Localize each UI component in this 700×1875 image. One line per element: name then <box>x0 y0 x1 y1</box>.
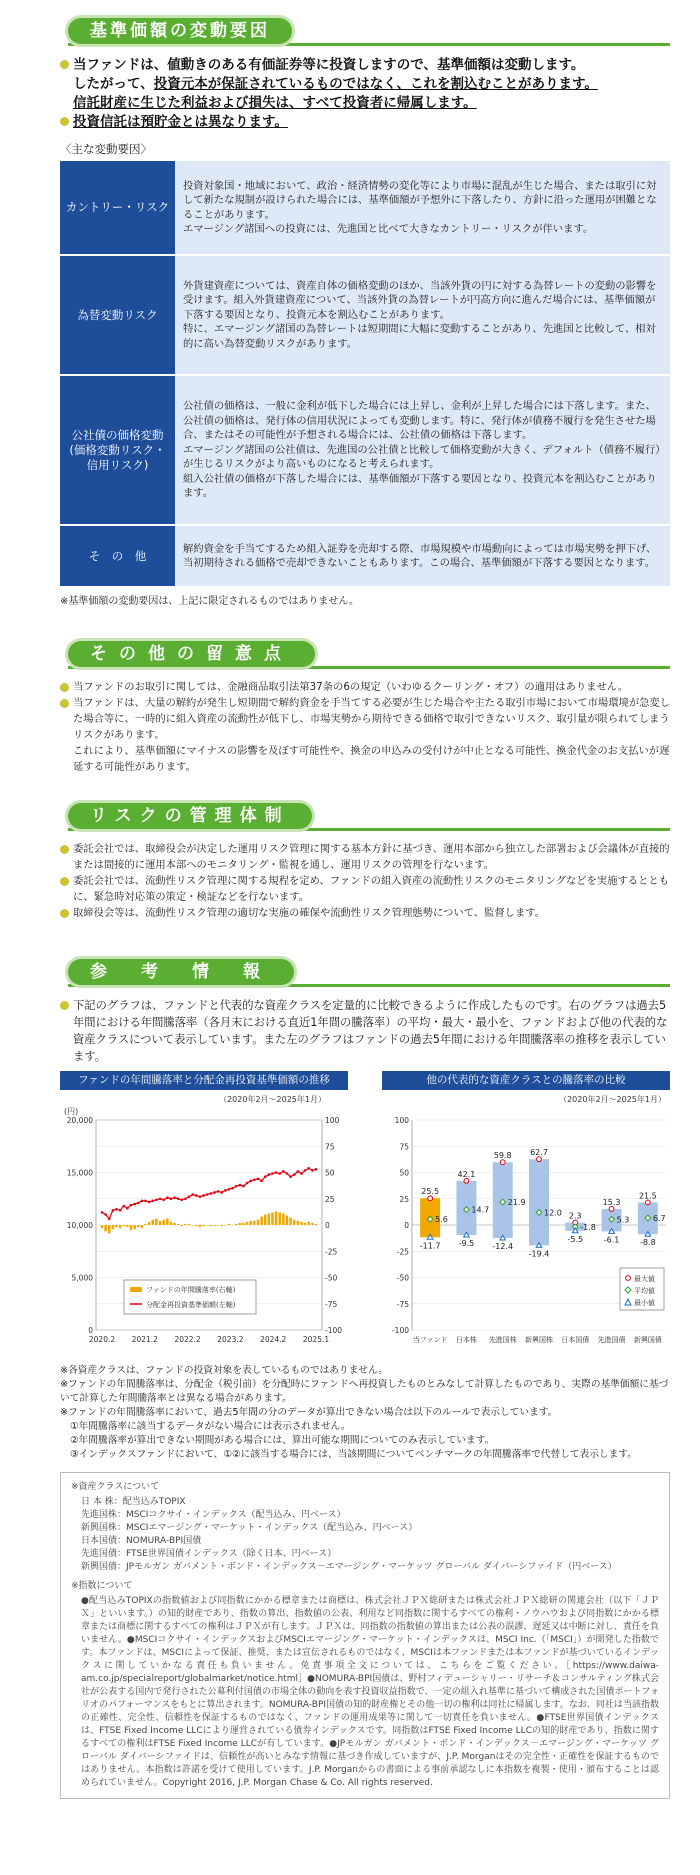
y-tick: -75 <box>396 1299 409 1309</box>
nav-point <box>170 1197 173 1200</box>
return-bar <box>141 1225 143 1228</box>
chart-rule: ①年間騰落率に該当するデータがない場合には表示されません。 <box>70 1421 351 1432</box>
chart-note: ※ファンドの年間騰落率は、分配金（税引前）を分配時にファンドへ再投資したものとみなして計算したものであり、実際の基準価額に基づいて計算した年間騰落率とは異なる場合があります。 <box>60 1379 669 1404</box>
chart-title: ファンドの年間騰落率と分配金再投資基準価額の推移 <box>60 1071 348 1090</box>
y-tick: -25 <box>396 1247 409 1257</box>
charts <box>60 1071 670 1358</box>
return-bar <box>264 1215 266 1226</box>
return-bar <box>101 1225 103 1228</box>
chart-rule: ②年間騰落率が算出できない期間がある場合には、算出可能な期間についてのみ表示しています。 <box>70 1435 495 1446</box>
nav-point <box>242 1185 245 1188</box>
statement-1 <box>60 56 670 75</box>
nav-point <box>311 1169 314 1172</box>
risk-name: カントリー・リスク <box>60 161 175 255</box>
asset-class-row: 新興国株：MSCIエマージング・マーケット・インデックス（配当込み、円ベース） <box>81 1523 418 1533</box>
section-title: その他の留意点 <box>68 641 315 667</box>
category-label: 日本株 <box>455 1336 477 1344</box>
return-bar <box>224 1225 226 1226</box>
table-row <box>60 161 670 255</box>
return-bar <box>249 1221 251 1225</box>
nav-point <box>228 1188 231 1191</box>
chart-rule: ③インデックスファンドにおいて、①②に該当する場合には、当該期間についてベンチマークの年間騰落率で代替して表示します。 <box>70 1449 637 1460</box>
nav-point <box>224 1189 227 1192</box>
return-bar <box>166 1219 168 1225</box>
return-bar <box>210 1225 212 1226</box>
legend-label-nav: 分配金再投資基準価額(左軸) <box>146 1301 236 1309</box>
table-row <box>60 255 670 375</box>
max-label: 21.5 <box>638 1191 657 1201</box>
y-tick-right: 50 <box>325 1168 335 1178</box>
table-row <box>60 375 670 525</box>
avg-label: 6.7 <box>652 1213 666 1223</box>
chart-period: （2020年2月～2025年1月） <box>219 1095 326 1104</box>
nav-point <box>246 1182 249 1185</box>
note-item-continued: これにより、基準価額にマイナスの影響を及ぼす可能性や、換金の申込みの受付けが中止となる可能性、換金代金のお支払いが遅延する可能性があります。 <box>73 745 670 773</box>
max-label: 59.8 <box>493 1151 512 1161</box>
return-bar <box>297 1221 299 1225</box>
nav-point <box>137 1202 140 1205</box>
asset-class-heading: ※資産クラスについて <box>71 1482 160 1492</box>
return-bar <box>119 1225 121 1228</box>
return-bar <box>170 1222 172 1225</box>
x-tick: 2023.2 <box>217 1335 244 1344</box>
min-label: -5.5 <box>567 1234 584 1244</box>
return-bar <box>137 1225 139 1227</box>
section-title: 基準価額の変動要因 <box>68 18 292 44</box>
max-label: 42.1 <box>457 1169 476 1179</box>
max-marker <box>428 1196 433 1201</box>
asset-class-row: 日本国債：NOMURA-BPI国債 <box>81 1536 202 1546</box>
legend-swatch-max <box>626 1276 631 1281</box>
return-bar <box>304 1223 306 1225</box>
nav-point <box>191 1193 194 1196</box>
y-tick: 100 <box>394 1116 409 1125</box>
nav-point <box>151 1200 154 1203</box>
return-bar <box>195 1225 197 1226</box>
risk-name: 為替変動リスク <box>60 255 175 375</box>
y-tick-right: 25 <box>325 1194 335 1204</box>
nav-point <box>275 1171 278 1174</box>
management-item: 委託会社では、流動性リスク管理に関する規程を定め、ファンドの組入資産の流動性リスクのモニタリングなどを実施するとともに、緊急時対応策の策定・検証などを行ないます。 <box>60 873 670 905</box>
statement-4 <box>60 113 670 132</box>
y-tick: -50 <box>396 1273 409 1283</box>
return-bar <box>152 1220 154 1225</box>
return-bar <box>311 1223 313 1225</box>
nav-point <box>155 1199 158 1202</box>
return-bar <box>275 1211 277 1225</box>
asset-class-row: 先進国株：MSCIコクサイ・インデックス（配当込み、円ベース） <box>81 1510 346 1520</box>
nav-point <box>304 1169 307 1172</box>
return-bar <box>159 1221 161 1225</box>
y-tick: 50 <box>399 1168 409 1178</box>
return-bar <box>239 1223 241 1225</box>
avg-label: -1.8 <box>580 1222 596 1232</box>
y-axis-unit: (円) <box>64 1107 79 1116</box>
avg-label: 12.0 <box>544 1208 562 1218</box>
return-bar <box>184 1224 186 1225</box>
asset-class-row: 新興国債：JPモルガン ガバメント・ボンド・インデックス－エマージング・マーケッツ グローバル ダイバーシファイド（円ベース） <box>81 1562 617 1572</box>
reference-intro: 下記のグラフは、ファンドと代表的な資産クラスを定量的に比較できるように作成したものです。右のグラフは過去5年間における年間騰落率（各月末における直近1年間の騰落率）の平均・最大・最小を、ファンドおよび他の代表的な資産クラスについて表示しています。また左のグラフはファンドの過去5年間における年間騰落率の推移を表示しています。 <box>60 997 670 1065</box>
y-tick-right: -50 <box>325 1273 338 1283</box>
comparison-chart-svg <box>382 1090 670 1358</box>
nav-point <box>119 1209 122 1212</box>
risk-management <box>60 841 670 921</box>
section-title: リスクの管理体制 <box>68 803 312 829</box>
return-bar <box>188 1224 190 1225</box>
category-label: 先進国株 <box>488 1336 517 1344</box>
category-label: 当ファンド <box>412 1336 448 1344</box>
return-bar <box>206 1225 208 1226</box>
management-item: 取締役会等は、流動性リスク管理の適切な実施の確保や流動性リスク管理態勢について、監督します。 <box>60 905 670 921</box>
nav-point <box>220 1191 223 1194</box>
nav-point <box>293 1173 296 1176</box>
max-marker <box>500 1160 505 1165</box>
section-header-volatility <box>60 14 670 46</box>
nav-point <box>144 1200 147 1203</box>
return-bar <box>235 1224 237 1225</box>
return-bar <box>268 1213 270 1225</box>
return-bar <box>148 1222 150 1225</box>
return-bar <box>155 1219 157 1225</box>
return-bar <box>162 1220 164 1225</box>
max-label: 62.7 <box>530 1148 548 1158</box>
nav-point <box>307 1167 310 1170</box>
nav-point <box>315 1168 318 1171</box>
nav-point <box>213 1191 216 1194</box>
return-bar <box>130 1225 132 1230</box>
max-label: 15.3 <box>602 1197 621 1207</box>
nav-point <box>217 1190 220 1193</box>
return-bar <box>271 1212 273 1225</box>
category-label: 新興国債 <box>633 1336 662 1344</box>
risk-name: そ の 他 <box>60 525 175 587</box>
return-bar <box>257 1220 259 1225</box>
return-bar <box>253 1221 255 1225</box>
nav-point <box>115 1208 118 1211</box>
index-disclaimer-box <box>60 1472 670 1799</box>
asset-class-row: 先進国債：FTSE世界国債インデックス（除く日本、円ベース） <box>81 1549 337 1559</box>
statement-2 <box>60 75 670 94</box>
nav-point <box>271 1172 274 1175</box>
index-disclaimer-text: ●配当込みTOPIXの指数値および同指数にかかる標章または商標は、株式会社ＪＰＸ総研または株式会社ＪＰＸ総研の関連会社（以下「ＪＰＸ」といいます。）の知的財産であり、指数の算出、指数値の公表、利用など同指数に関するすべての権利・ノウハウおよび同指数にかかる標章または商標に関するすべての権利はＪＰＸが有します。ＪＰＸは、同指数の指数値の算出または公表の誤謬、遅延又は中断に対し、責任を負いません。●MSCIコクサイ・インデックスおよびMSCIエマージング・マーケット・インデックスは、MSCI Inc.（「MSCI」）が開発した指数です。本ファンドは、MSCIによって保証、推奨、または宣伝されるものではなく、MSCIは本ファンドまたは本ファンドが基づいているインデックスに関していかなる責任も負いません。免責事項全文については、こちらをご覧ください。［https://www.daiwa-am.co.jp/specialreport/globalmarket/notice.html］●NOMURA-BPI国債は、野村フィデューシャリー・リサーチ＆コンサルティング株式会社が公表する国内で発行された公募利付国債の市場全体の動向を表す投資収益指数で、一定の組入れ基準に基づいて構成された国債ポートフォリオのパフォーマンスをもとに算出されます。NOMURA-BPI国債の知的財産権とその他一切の権利は同社に帰属します。なお、同社は当該指数の正確性、完全性、信頼性を保証するものではなく、ファンドの運用成果等に関して一切責任を負いません。●FTSE世界国債インデックスは、FTSE Fixed Income LLCにより運営されている債券インデックスです。同指数はFTSE Fixed Income LLCの知的財産であり、指数に関するすべての権利はFTSE Fixed Income LLCが有しています。●JPモルガン ガバメント・ボンド・インデックス－エマージング・マーケッツ グローバル ダイバーシファイドは、信頼性が高いとみなす情報に基づき作成していますが、J.P. Morganはその完全性・正確性を保証するものではありません。本指数は許諾を受けて使用しています。J.P. Morganからの書面による事前承認なしに本指数を複製・使用・頒布することは認められていません。Copyright 2016, J.P. Morgan Chase & Co. All rights reserved. <box>81 1596 659 1788</box>
statement-2-text-b: 投資元本が保証されているものではなく、これを割込むことがあります。 <box>153 76 598 92</box>
return-bar <box>112 1225 114 1229</box>
nav-point <box>202 1194 205 1197</box>
nav-point <box>166 1196 169 1199</box>
fund-chart <box>60 1071 348 1358</box>
risk-factors-heading: 〈主な変動要因〉 <box>60 142 152 156</box>
return-bar <box>278 1212 280 1225</box>
y-tick-left: 0 <box>88 1326 93 1335</box>
legend-swatch-return <box>130 1287 142 1292</box>
return-bar <box>300 1222 302 1225</box>
y-tick-left: 15,000 <box>66 1168 93 1178</box>
nav-point <box>112 1209 115 1212</box>
return-bar <box>286 1216 288 1225</box>
return-bar <box>282 1213 284 1225</box>
nav-point <box>199 1195 202 1198</box>
return-bar <box>217 1225 219 1226</box>
return-bar <box>220 1225 222 1226</box>
comparison-chart <box>382 1071 670 1358</box>
chart-period: （2020年2月～2025年1月） <box>559 1095 666 1104</box>
risk-name: 公社債の価格変動 (価格変動リスク・ 信用リスク) <box>60 375 175 525</box>
nav-point <box>289 1175 292 1178</box>
category-label: 日本国債 <box>561 1336 590 1344</box>
y-tick: 75 <box>399 1142 409 1152</box>
return-bar <box>242 1223 244 1225</box>
nav-point <box>108 1217 111 1220</box>
nav-point <box>278 1172 281 1175</box>
return-bar <box>177 1224 179 1225</box>
nav-point <box>249 1180 252 1183</box>
nav-point <box>231 1187 234 1190</box>
management-item: 委託会社では、取締役会が決定した運用リスク管理に関する基本方針に基づき、運用本部から独立した部署および会議体が直接的または間接的に運用本部へのモニタリング・監視を通し、運用リスクの管理を行ないます。 <box>60 841 670 873</box>
return-bar <box>202 1225 204 1226</box>
statement-2-text-a: したがって、 <box>73 76 154 92</box>
statement-4-text: 投資信託は預貯金とは異なります。 <box>73 114 288 130</box>
nav-point <box>148 1201 151 1204</box>
y-tick-right: -75 <box>325 1299 338 1309</box>
min-label: -19.4 <box>528 1249 550 1259</box>
nav-point <box>133 1203 136 1206</box>
risk-description: 解約資金を手当てするため組入証券を売却する際、市場規模や市場動向によっては市場実勢を押下げ、当初期待される価格で売却できないこともあります。この場合、基準価額が下落する要因となります。 <box>175 525 670 587</box>
asset-class-row: 日 本 株：配当込みTOPIX <box>81 1497 186 1507</box>
section-header-reference <box>60 955 670 987</box>
category-label: 新興国株 <box>525 1336 553 1344</box>
max-label: 2.3 <box>568 1211 582 1221</box>
return-bar <box>104 1225 106 1231</box>
y-tick-left: 20,000 <box>66 1116 93 1125</box>
nav-point <box>260 1180 263 1183</box>
range-bar <box>529 1159 549 1245</box>
nav-point <box>253 1179 256 1182</box>
max-marker <box>537 1157 542 1162</box>
avg-label: 21.9 <box>507 1198 526 1208</box>
nav-point <box>297 1170 300 1173</box>
chart-note: ※ファンドの年間騰落率において、過去5年間の分のデータが算出できない場合は以下のルールで表示しています。 <box>60 1407 558 1418</box>
chart-title: 他の代表的な資産クラスとの騰落率の比較 <box>382 1071 670 1090</box>
return-bar <box>289 1218 291 1225</box>
return-bar <box>133 1225 135 1229</box>
return-bar <box>199 1225 201 1227</box>
statement-1-text: 当ファンドは、値動きのある有価証券等に投資しますので、基準価額は変動します。 <box>73 57 585 73</box>
nav-point <box>184 1197 187 1200</box>
chart-note: ※各資産クラスは、ファンドの投資対象を表しているものではありません。 <box>60 1365 388 1376</box>
min-label: -11.7 <box>419 1241 441 1251</box>
x-tick: 2025.1 <box>302 1335 330 1344</box>
y-tick: 25 <box>399 1194 409 1204</box>
return-bar <box>108 1225 110 1233</box>
nav-point <box>268 1173 271 1176</box>
max-marker <box>464 1178 469 1183</box>
fund-chart-svg <box>60 1090 348 1358</box>
return-bar <box>173 1223 175 1225</box>
return-bar <box>231 1225 233 1226</box>
nav-point <box>177 1197 180 1200</box>
return-bar <box>126 1225 128 1227</box>
y-tick-left: 10,000 <box>66 1221 93 1230</box>
y-tick: -100 <box>391 1326 409 1335</box>
nav-point <box>264 1175 267 1178</box>
nav-point <box>159 1197 162 1200</box>
risk-note: ※基準価額の変動要因は、上記に限定されるものではありません。 <box>60 596 359 607</box>
nav-point <box>206 1193 209 1196</box>
legend-label-avg: 平均値 <box>634 1287 655 1295</box>
y-tick-left: 5,000 <box>71 1273 93 1283</box>
avg-label: 5.6 <box>435 1215 448 1225</box>
nav-point <box>101 1211 104 1214</box>
nav-point <box>188 1195 191 1198</box>
min-label: -9.5 <box>458 1238 475 1248</box>
nav-point <box>130 1204 133 1207</box>
nav-point <box>104 1213 107 1216</box>
nav-line <box>102 1168 316 1218</box>
table-row <box>60 525 670 587</box>
nav-point <box>235 1185 238 1188</box>
return-bar <box>191 1225 193 1226</box>
return-bar <box>123 1225 125 1226</box>
return-bar <box>181 1225 183 1226</box>
y-tick-right: 75 <box>325 1142 335 1152</box>
min-label: -8.8 <box>640 1238 656 1248</box>
nav-point <box>141 1200 144 1203</box>
nav-point <box>286 1172 289 1175</box>
nav-point <box>300 1172 303 1175</box>
return-bar <box>228 1224 230 1225</box>
nav-point <box>282 1170 285 1173</box>
nav-point <box>195 1194 198 1197</box>
nav-point <box>257 1178 260 1181</box>
return-bar <box>144 1224 146 1225</box>
x-tick: 2021.2 <box>131 1335 158 1344</box>
category-label: 先進国債 <box>597 1336 626 1344</box>
return-bar <box>315 1224 317 1225</box>
return-bar <box>213 1225 215 1226</box>
nav-point <box>126 1207 129 1210</box>
y-tick-right: 100 <box>325 1116 340 1125</box>
legend-label-max: 最大値 <box>634 1275 655 1283</box>
section-header-risk-management <box>60 799 670 831</box>
note-item: 当ファンドのお取引に関しては、金融商品取引法第37条の6の規定（いわゆるクーリング・オフ）の適用はありません。 <box>60 679 670 695</box>
legend-label-return: ファンドの年間騰落率(右軸) <box>146 1286 236 1294</box>
x-tick: 2020.2 <box>88 1335 116 1344</box>
statement-3-text-a: 信託財産に生じた利益および損失は、 <box>73 95 303 111</box>
section-header-notes <box>60 637 670 669</box>
return-bar <box>246 1222 248 1225</box>
x-tick: 2022.2 <box>174 1335 201 1344</box>
max-marker <box>609 1207 614 1212</box>
return-bar <box>307 1222 309 1225</box>
y-tick: 0 <box>404 1221 409 1230</box>
risk-factors-table <box>60 161 670 588</box>
nav-point <box>210 1192 213 1195</box>
nav-point <box>180 1199 183 1202</box>
max-marker <box>645 1200 650 1205</box>
min-label: -6.1 <box>603 1235 620 1245</box>
nav-point <box>173 1196 176 1199</box>
return-bar <box>260 1217 262 1225</box>
return-bar <box>293 1220 295 1225</box>
avg-label: 14.7 <box>471 1205 490 1215</box>
y-tick-right: -100 <box>325 1326 343 1335</box>
key-statements <box>60 56 670 132</box>
statement-3-text-b: すべて投資者に帰属します。 <box>302 95 477 111</box>
max-label: 25.5 <box>421 1187 440 1197</box>
statement-3 <box>60 94 670 113</box>
nav-point <box>162 1199 165 1202</box>
x-tick: 2024.2 <box>260 1335 287 1344</box>
risk-description: 投資対象国・地域において、政治・経済情勢の変化等により市場に混乱が生じた場合、または取引に対して新たな規制が設けられた場合には、基準価額が予想外に下落したり、方針に沿った運用が困難となることがあります。 エマージング諸国への投資には、先進国と比べて大きなカントリー・リスクが伴います。 <box>175 161 670 255</box>
legend-label-min: 最小値 <box>634 1299 655 1307</box>
note-item: 当ファンドは、大量の解約が発生し短期間で解約資金を手当てする必要が生じた場合や主たる取引市場において市場環境が急変した場合等に、一時的に組入資産の流動性が低下し、市場実勢から期待できる価格で取引できないリスク、取引量が限られてしまうリスクがあります。 <box>60 695 670 743</box>
return-bar <box>115 1225 117 1227</box>
nav-point <box>122 1205 125 1208</box>
risk-description: 外貨建資産については、資産自体の価格変動のほか、当該外貨の円に対する為替レートの変動の影響を受けます。組入外貨建資産について、当該外貨の為替レートが円高方向に進んだ場合には、基準価額が下落する要因となり、投資元本を割込むことがあります。 特に、エマージング諸国の為替レートは短期間に大幅に変動することがあり、先進国と比較して、相対的に高い為替変動リスクがあります。 <box>175 255 670 375</box>
index-heading: ※指数について <box>71 1581 133 1591</box>
min-label: -12.4 <box>492 1242 514 1252</box>
nav-point <box>239 1184 242 1187</box>
risk-description: 公社債の価格は、一般に金利が低下した場合には上昇し、金利が上昇した場合には下落します。また、公社債の価格は、発行体の信用状況によっても変動します。特に、発行体が債務不履行を発生させた場合、またはその可能性が予想される場合には、公社債の価格は下落します。 エマージング諸国の公社債は、先進国の公社債と比較して価格変動が大きく、デフォルト（債務不履行）が生じるリスクがより高いものになると考えられます。 組入公社債の価格が下落した場合には、基準価額が下落する要因となり、投資元本を割込むことがあります。 <box>175 375 670 525</box>
y-tick-right: -25 <box>325 1247 338 1257</box>
avg-label: 5.3 <box>616 1215 630 1225</box>
y-tick-right: 0 <box>325 1221 330 1230</box>
other-notes <box>60 679 670 775</box>
section-title: 参考情報 <box>68 959 294 985</box>
chart-notes <box>60 1364 670 1462</box>
